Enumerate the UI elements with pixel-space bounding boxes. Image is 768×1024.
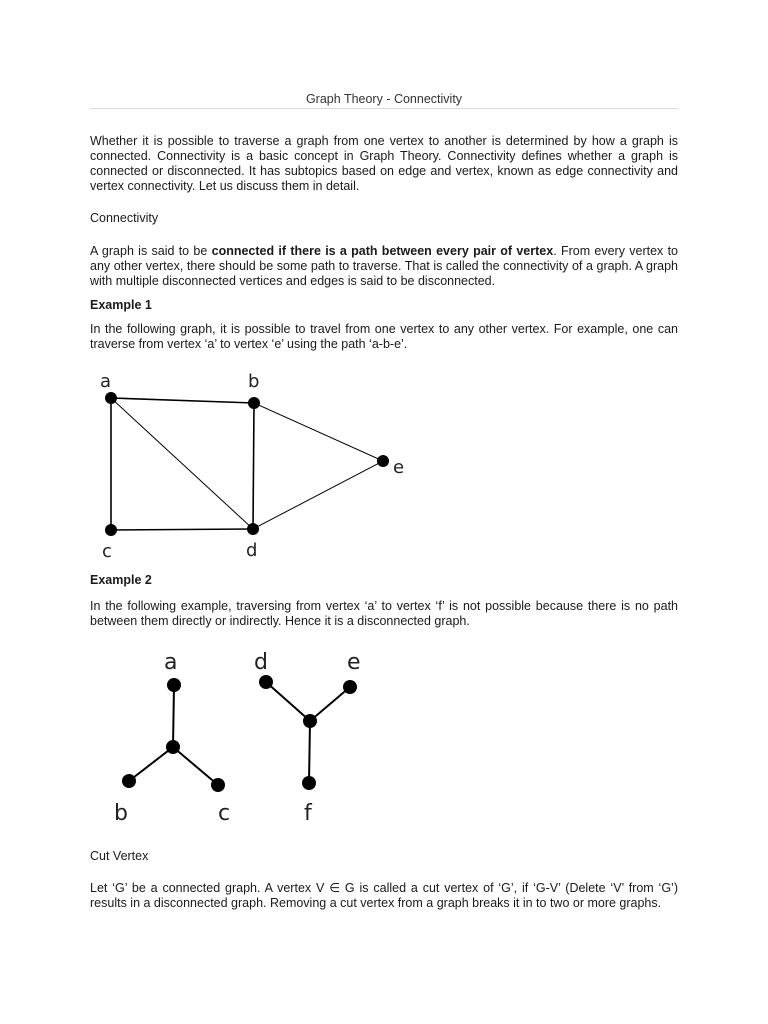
vertex-label-d: d <box>246 540 258 561</box>
vertex-e <box>343 680 357 694</box>
edge-d-hub2 <box>266 682 310 721</box>
vertex-label-b: b <box>114 801 128 826</box>
vertex-f <box>302 776 316 790</box>
vertex-label-e: e <box>393 457 405 478</box>
vertex-label-b: b <box>248 371 260 392</box>
edge-a-b <box>111 398 254 403</box>
header-divider <box>90 108 678 109</box>
cut-vertex-paragraph: Let ‘G’ be a connected graph. A vertex V ∈ G is called a cut vertex of ‘G’, if ‘G-V’ (Delete ‘V’ from ‘G’) results in a disconnected graph. Removing a cut vertex from a graph breaks it in to two or more graphs. <box>90 881 678 910</box>
page-title: Graph Theory - Connectivity <box>305 92 463 106</box>
vertex-c <box>211 778 225 792</box>
cut-vertex-heading: Cut Vertex <box>90 849 149 863</box>
vertex-label-d: d <box>254 650 268 675</box>
intro-paragraph: Whether it is possible to traverse a graph from one vertex to another is determined by how a graph is connected. Connectivity is a basic concept in Graph Theory. Connectivity defines whether a graph is connected or disconnected. It has subtopics based on edge and vertex, known as edge connectivity and vertex connectivity. Let us discuss them in detail. <box>90 134 678 193</box>
example2-graph <box>110 645 380 830</box>
edge-hub1-b <box>129 747 173 781</box>
example2-paragraph: In the following example, traversing from vertex ‘a’ to vertex ‘f’ is not possible because there is no path between them directly or indirectly. Hence it is a disconnected graph. <box>90 599 678 628</box>
vertex-label-f: f <box>304 801 312 826</box>
vertex-d <box>259 675 273 689</box>
edge-b-e <box>254 403 383 461</box>
vertex-e <box>377 455 389 467</box>
vertex-c <box>105 524 117 536</box>
vertex-hub2 <box>303 714 317 728</box>
example1-paragraph: In the following graph, it is possible to travel from one vertex to any other vertex. For example, one can traverse from vertex ‘a’ to vertex ‘e’ using the path ‘a-b-e’. <box>90 322 678 351</box>
vertex-b <box>122 774 136 788</box>
vertex-a <box>167 678 181 692</box>
edge-e-hub2 <box>310 687 350 721</box>
vertex-a <box>105 392 117 404</box>
edge-hub1-c <box>173 747 218 785</box>
connectivity-heading: Connectivity <box>90 211 159 225</box>
edge-d-e <box>253 461 383 529</box>
edge-a-hub1 <box>173 685 174 747</box>
vertex-b <box>248 397 260 409</box>
connectivity-definition: connected if there is a path between every pair of vertex <box>211 244 554 258</box>
example2-heading: Example 2 <box>90 573 152 587</box>
edge-a-d <box>111 398 253 529</box>
vertex-hub1 <box>166 740 180 754</box>
edge-hub2-f <box>309 721 310 783</box>
vertex-label-c: c <box>218 801 231 826</box>
vertex-label-a: a <box>164 650 178 675</box>
connectivity-text-start: A graph is said to be <box>90 244 212 258</box>
vertex-label-e: e <box>347 650 361 675</box>
edge-b-d <box>253 403 254 529</box>
edge-c-d <box>111 529 253 530</box>
vertex-label-a: a <box>100 371 112 392</box>
connectivity-paragraph <box>90 244 678 289</box>
vertex-label-c: c <box>102 541 112 562</box>
vertex-d <box>247 523 259 535</box>
connectivity-text-end: . From every vertex to any other vertex, there should be some path to traverse. That is called the connectivity of a graph. A graph with multiple disconnected vertices and edges is said to be disconnected. <box>90 244 679 288</box>
example1-heading: Example 1 <box>90 298 152 312</box>
example1-graph <box>90 365 420 565</box>
